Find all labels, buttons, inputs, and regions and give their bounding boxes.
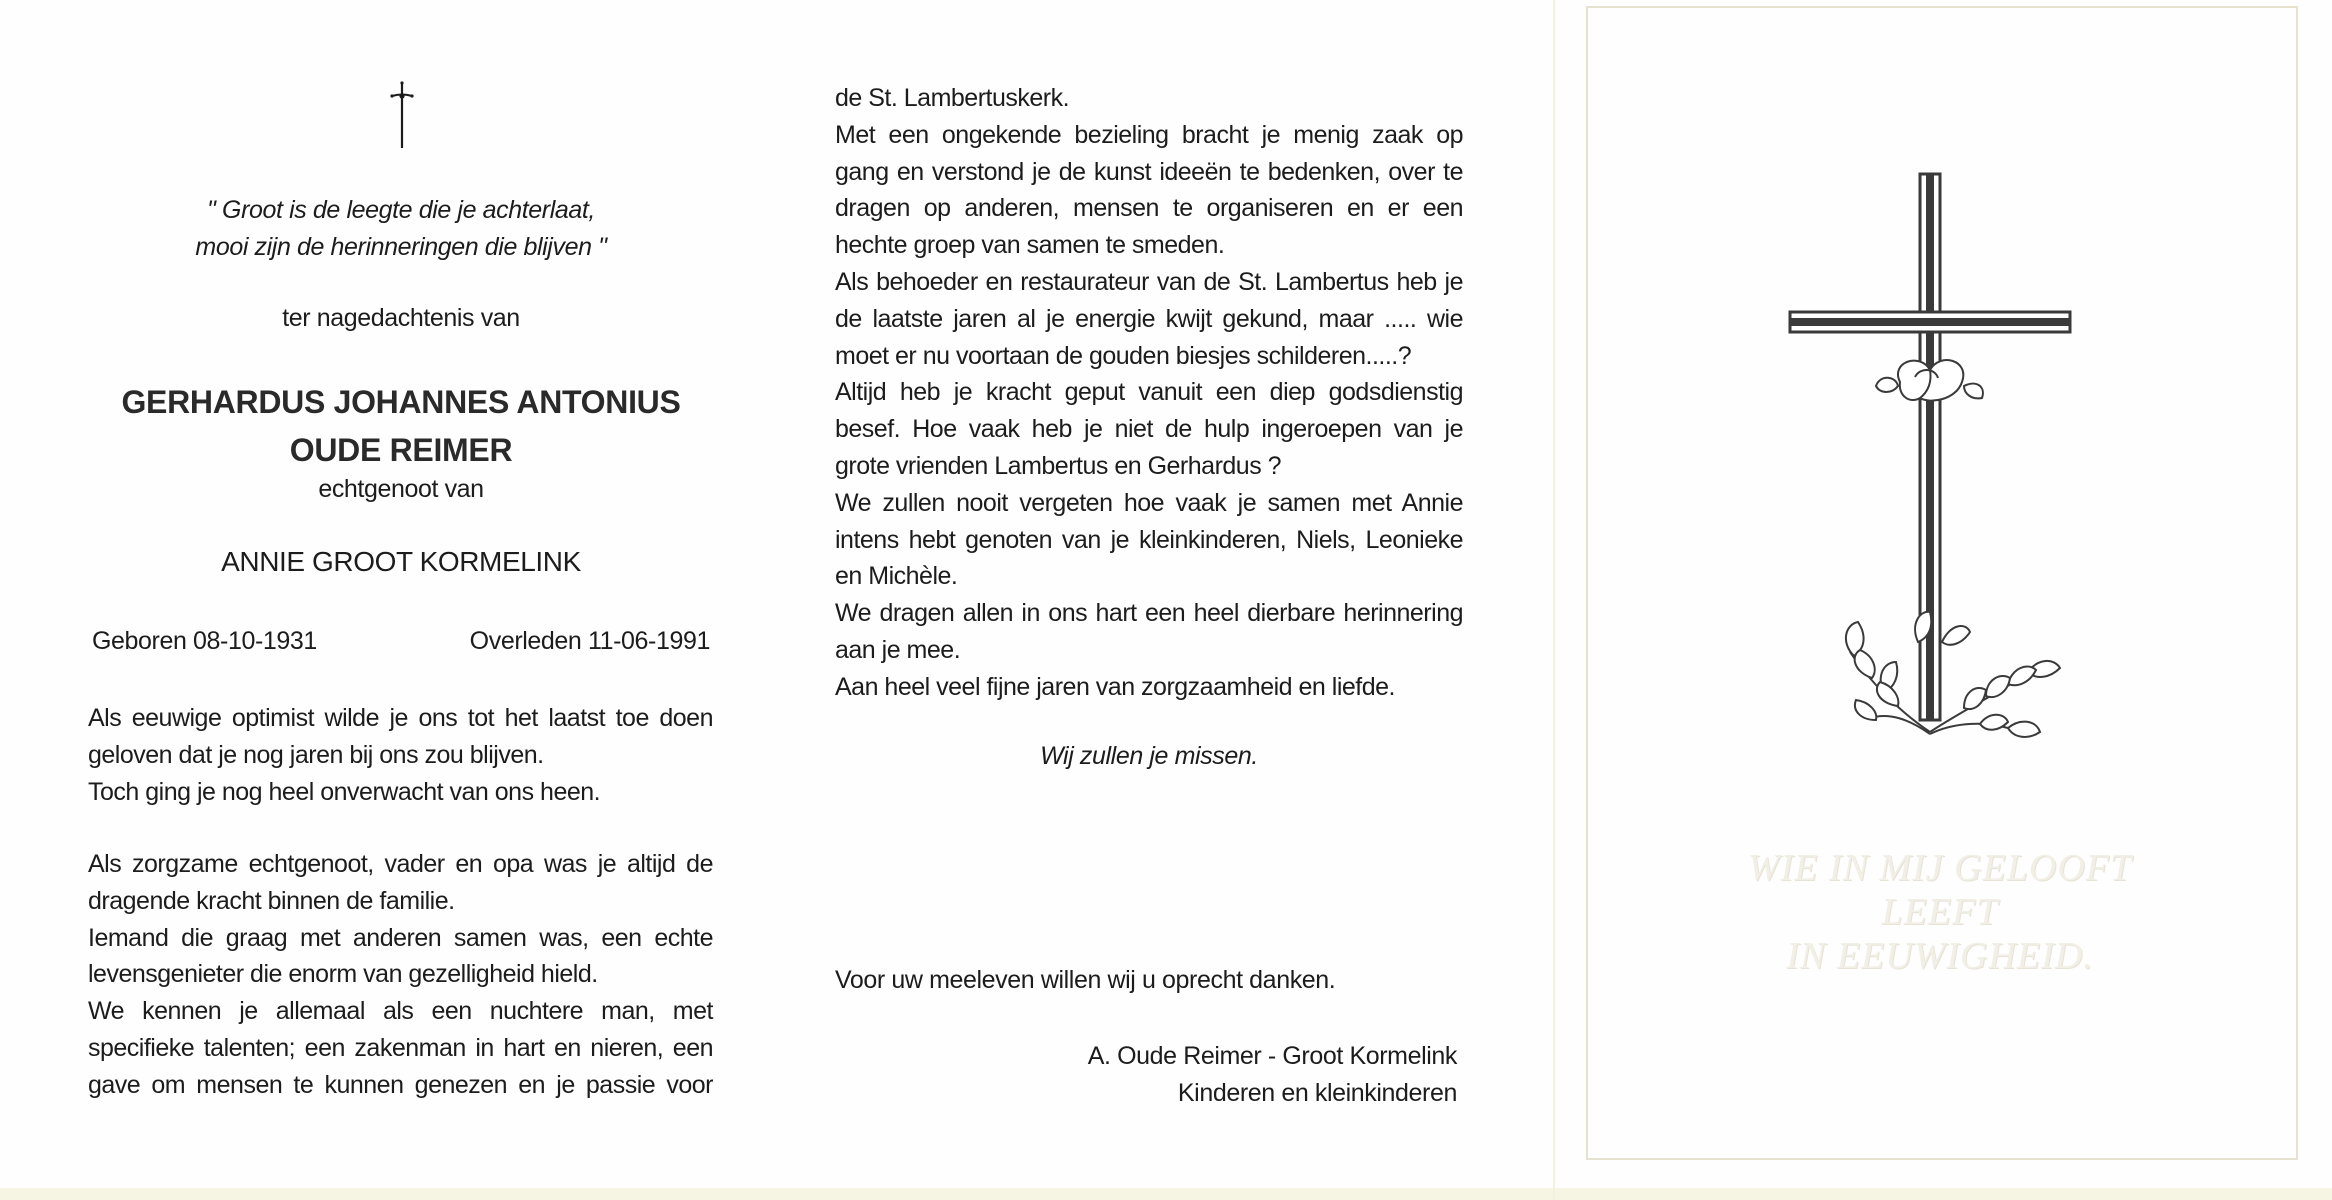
spouse-label: echtgenoot van	[318, 475, 484, 503]
embossed-scripture	[1700, 846, 2180, 978]
spouse-name: ANNIE GROOT KORMELINK	[221, 546, 581, 577]
tribute-text: Als zorgzame echtgenoot, vader en opa was je altijd de dragende kracht binnen de familie.	[88, 850, 713, 915]
latin-cross-icon	[386, 80, 418, 150]
deceased-name-line-1: GERHARDUS JOHANNES ANTONIUS	[121, 384, 681, 420]
card-fold-line	[1553, 0, 1555, 1200]
tribute-text: We dragen allen in ons hart een heel dierbare herinnering aan je mee.	[835, 599, 1463, 664]
signature-line-2: Kinderen en kleinkinderen	[1177, 1078, 1457, 1107]
signature-line-1: A. Oude Reimer - Groot Kormelink	[1087, 1042, 1457, 1070]
tribute-paragraph-continued	[835, 80, 1463, 706]
quote-line-1: " Groot is de leegte die je achterlaat,	[207, 196, 595, 224]
tribute-text: Altijd heb je kracht geput vanuit een diep godsdienstig besef. Hoe vaak heb je niet de hulp ingeroepen van je grote vrienden Lambertus en Gerhardus ?	[835, 378, 1463, 480]
family-signature	[1088, 1038, 1457, 1111]
paper-bottom-edge	[0, 1188, 2332, 1200]
tribute-text: We kennen je allemaal als een nuchtere man, met specifieke talenten; een zakenman in hart en nieren, een gave om mensen te kunnen genezen en je passie voor	[88, 997, 713, 1099]
embossed-line-3: IN EEUWIGHEID.	[1786, 935, 2094, 977]
quote-line-2: mooi zijn de herinneringen die blijven "	[195, 233, 607, 261]
tribute-text: Toch ging je nog heel onverwacht van ons heen.	[88, 777, 601, 806]
embossed-line-2: LEEFT	[1881, 891, 1999, 933]
opening-quote	[86, 192, 716, 266]
cross-with-rose-and-laurel-icon	[1780, 172, 2080, 812]
embossed-line-1: WIE IN MIJ GELOOFT	[1747, 847, 2133, 889]
thanks-line: Voor uw meeleven willen wij u oprecht danken.	[835, 966, 1336, 994]
tribute-text: Iemand die graag met anderen samen was, een echte levensgenieter die enorm van gezelligheid hield.	[88, 923, 713, 989]
tribute-text: de St. Lambertuskerk.	[835, 84, 1070, 112]
tribute-text: Als behoeder en restaurateur van de St. Lambertus heb je de laatste jaren al je energie kwijt gekund, maar ..... wie moet er nu voortaan de gouden biesjes schilderen.....?	[835, 267, 1463, 370]
birth-date: Geboren 08-10-1931	[92, 627, 317, 655]
deceased-name	[86, 378, 716, 474]
tribute-paragraph-1	[88, 700, 713, 810]
death-date: Overleden 11-06-1991	[469, 627, 710, 655]
tribute-text: We zullen nooit vergeten hoe vaak je samen met Annie intens hebt genoten van je kleinkinderen, Niels, Leonieke en Michèle.	[835, 488, 1463, 591]
deceased-name-line-2: OUDE REIMER	[289, 432, 513, 468]
tribute-paragraph-2	[88, 846, 713, 1104]
we-will-miss-you: Wij zullen je missen.	[1040, 742, 1258, 770]
in-memory-of-label: ter nagedachtenis van	[282, 304, 520, 332]
tribute-text: Met een ongekende bezieling bracht je menig zaak op gang en verstond je de kunst ideeën te bedenken, over te dragen op anderen, mensen te organiseren en er een hechte groep van samen te smeden.	[835, 120, 1463, 260]
tribute-text: Aan heel veel fijne jaren van zorgzaamheid en liefde.	[835, 672, 1395, 701]
tribute-text: Als eeuwige optimist wilde je ons tot het laatst toe doen geloven dat je nog jaren bij ons zou blijven.	[88, 704, 713, 769]
